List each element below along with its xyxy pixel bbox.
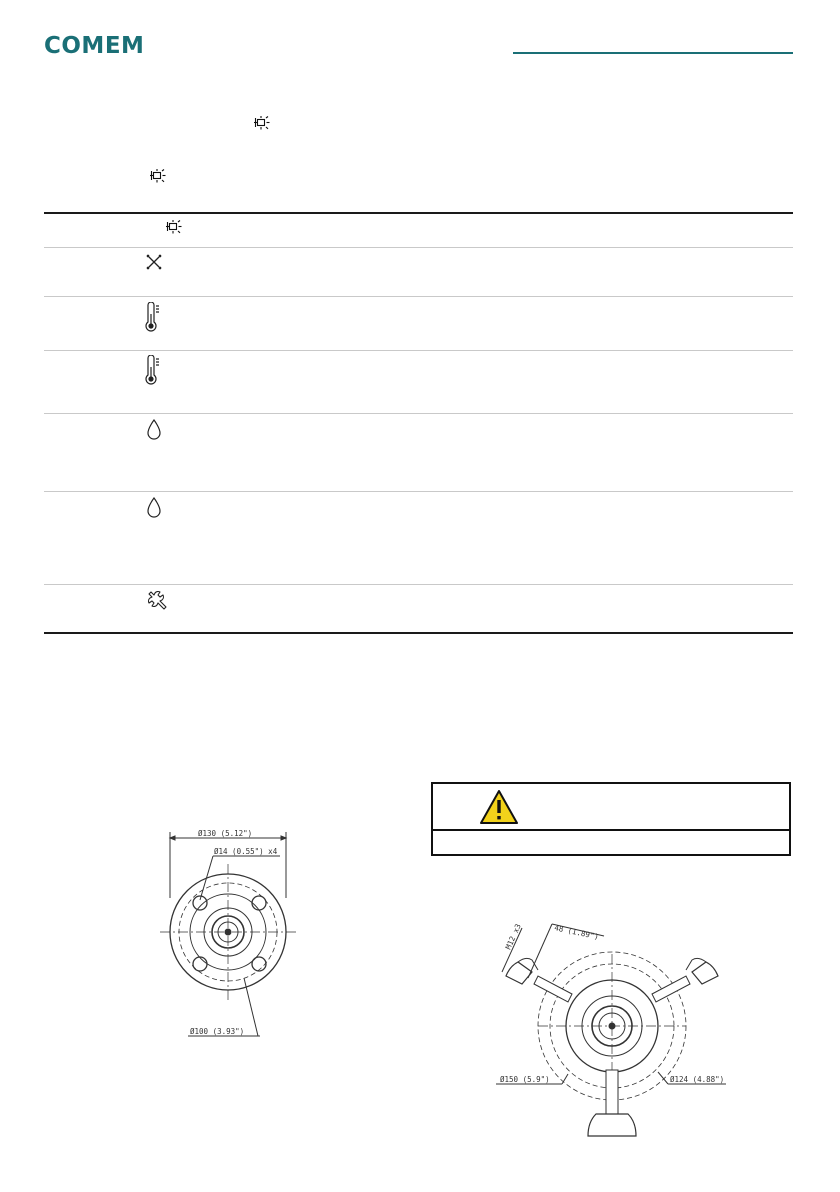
- clamp-inner-diameter: Ø124 (4.88"): [670, 1075, 725, 1084]
- water-drop-icon: [146, 419, 162, 441]
- clamp-thread: M12 x3: [503, 922, 523, 951]
- thermometer-icon: [143, 355, 163, 385]
- led-device-icon: [254, 116, 272, 130]
- clamp-arm-length: 48 (1.89"): [553, 923, 600, 942]
- water-drop-icon: [146, 497, 162, 519]
- flange-outer-diameter: Ø130 (5.12"): [198, 829, 253, 838]
- warning-box: [431, 782, 791, 856]
- thermometer-icon: [143, 302, 163, 332]
- cross-icon: [145, 253, 163, 271]
- wrench-icon: [146, 589, 168, 611]
- warning-triangle-icon: [479, 789, 519, 830]
- brand-name: COMEM: [44, 33, 145, 59]
- led-device-icon: [166, 220, 184, 234]
- clamp-outer-diameter: Ø150 (5.9"): [500, 1075, 550, 1084]
- table-row-divider: [44, 296, 793, 297]
- warning-divider: [433, 829, 789, 831]
- header-rule: [513, 52, 793, 54]
- table-row-divider: [44, 491, 793, 492]
- clamp-technical-drawing: [492, 914, 732, 1149]
- table-row-divider: [44, 350, 793, 351]
- table-row-divider: [44, 584, 793, 585]
- flange-technical-drawing: [158, 828, 308, 1051]
- table-row-divider: [44, 413, 793, 414]
- brand-logo: [44, 33, 144, 59]
- table-row-divider: [44, 247, 793, 248]
- table-top-rule: [44, 212, 793, 214]
- table-bottom-rule: [44, 632, 793, 634]
- led-device-icon: [150, 169, 168, 183]
- flange-bolt-circle: Ø100 (3.93"): [190, 1027, 245, 1036]
- flange-hole-diameter: Ø14 (0.55") x4: [214, 847, 278, 856]
